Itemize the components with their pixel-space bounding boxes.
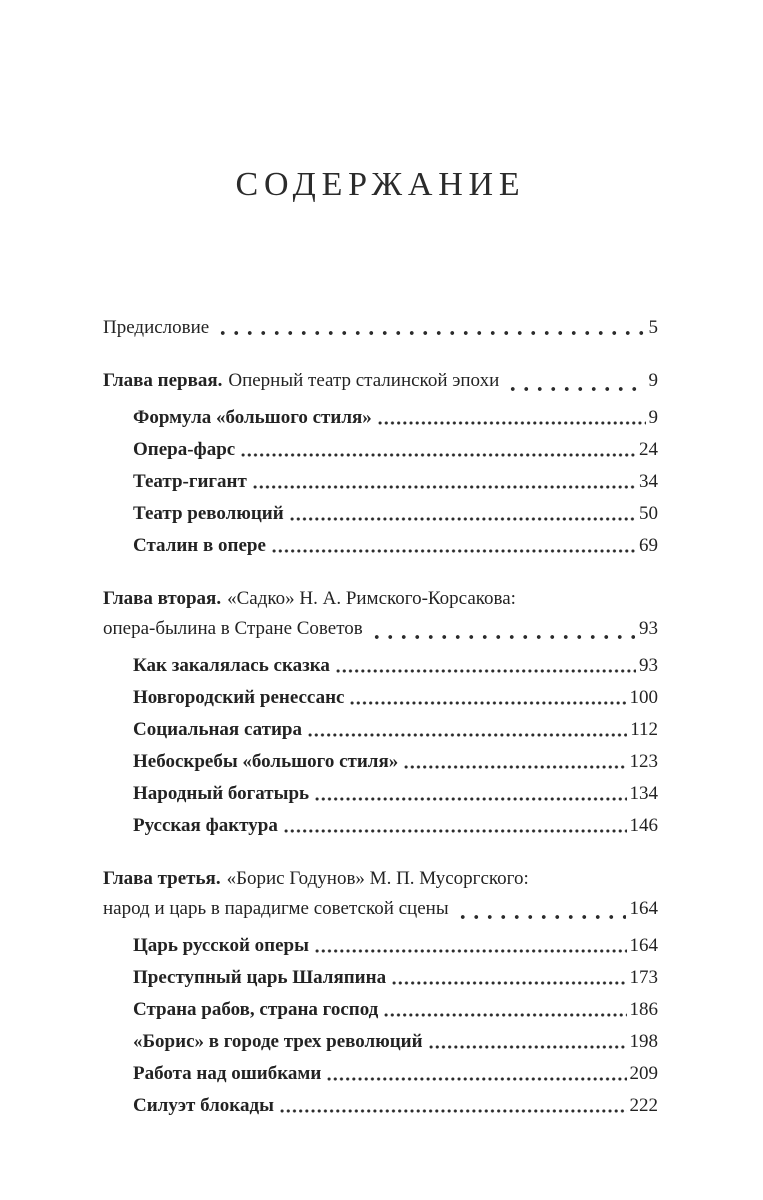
toc-entry-label: Народный богатырь xyxy=(133,783,310,804)
page-title: СОДЕРЖАНИЕ xyxy=(235,166,526,203)
toc-entry-page: 164 xyxy=(629,935,658,956)
dot-leader xyxy=(506,386,644,392)
toc-entry-page: 123 xyxy=(629,751,658,772)
chapter-subtitle: Оперный театр сталинской эпохи xyxy=(228,370,500,391)
chapter-name: Глава третья. xyxy=(103,868,221,889)
chapter-heading xyxy=(103,366,658,396)
toc-entry xyxy=(103,1062,658,1086)
dot-leader xyxy=(307,732,627,738)
toc-entry xyxy=(103,814,658,838)
toc-entry-label: «Борис» в городе трех революций xyxy=(133,1031,423,1052)
toc-entry-page: 9 xyxy=(648,407,658,428)
toc-entry-label: Предисловие xyxy=(103,317,210,338)
dot-leader xyxy=(403,764,626,770)
dot-leader xyxy=(391,980,626,986)
chapter-subtitle: «Садко» Н. А. Римского-Корсакова: xyxy=(227,588,516,609)
dot-leader xyxy=(314,948,627,954)
dot-leader xyxy=(377,420,646,426)
toc-entry-page: 69 xyxy=(639,535,658,556)
chapter-subtitle-2: опера-былина в Стране Советов xyxy=(103,618,363,639)
toc-entry-page: 100 xyxy=(629,687,658,708)
toc-entry xyxy=(103,438,658,462)
chapter-page: 93 xyxy=(639,618,658,639)
dot-leader xyxy=(240,452,636,458)
toc-entry-label: Театр революций xyxy=(133,503,284,524)
dot-leader xyxy=(326,1076,626,1082)
chapter-page: 164 xyxy=(629,898,658,919)
toc-entry-label: Новгородский ренессанс xyxy=(133,687,345,708)
toc-entry-label: Страна рабов, страна господ xyxy=(133,999,379,1020)
chapter-subtitle: «Борис Годунов» М. П. Мусоргского: xyxy=(226,868,529,889)
toc-entry xyxy=(103,998,658,1022)
toc-entry-label: Силуэт блокады xyxy=(133,1095,274,1116)
toc-entry-label: Небоскребы «большого стиля» xyxy=(133,751,399,772)
chapter-name: Глава вторая. xyxy=(103,588,222,609)
toc-entry xyxy=(103,686,658,710)
toc-entry-label: Театр-гигант xyxy=(133,471,247,492)
toc-chapter-1 xyxy=(103,366,658,558)
toc-entry-page: 50 xyxy=(639,503,658,524)
toc-entry-page: 112 xyxy=(630,719,658,740)
toc-entry xyxy=(103,502,658,526)
dot-leader xyxy=(456,914,626,920)
dot-leader xyxy=(283,828,627,834)
toc-entry xyxy=(103,406,658,430)
toc-entry-page: 209 xyxy=(629,1063,658,1084)
dot-leader xyxy=(216,330,644,336)
chapter-heading-line1 xyxy=(103,584,658,614)
chapter-heading-line2 xyxy=(103,614,658,644)
toc-entry-label: Работа над ошибками xyxy=(133,1063,322,1084)
toc-entry-label: Преступный царь Шаляпина xyxy=(133,967,387,988)
toc-entry-preface xyxy=(103,316,658,340)
toc-entry-page: 173 xyxy=(629,967,658,988)
toc-entry xyxy=(103,1094,658,1118)
dot-leader xyxy=(279,1108,627,1114)
toc-entry xyxy=(103,966,658,990)
toc-entry xyxy=(103,782,658,806)
chapter-sections xyxy=(103,654,658,838)
dot-leader xyxy=(271,548,636,554)
toc-entry-label: Русская фактура xyxy=(133,815,278,836)
table-of-contents xyxy=(103,316,658,1118)
dot-leader xyxy=(335,668,636,674)
chapter-heading-line2 xyxy=(103,894,658,924)
toc-entry xyxy=(103,934,658,958)
toc-entry xyxy=(103,718,658,742)
chapter-page: 9 xyxy=(648,370,658,391)
toc-entry-label: Опера-фарс xyxy=(133,439,236,460)
dot-leader xyxy=(289,516,636,522)
toc-entry-page: 186 xyxy=(629,999,658,1020)
toc-entry-page: 134 xyxy=(629,783,658,804)
dot-leader xyxy=(383,1012,626,1018)
toc-entry xyxy=(103,654,658,678)
chapter-sections xyxy=(103,406,658,558)
toc-entry-label: Царь русской оперы xyxy=(133,935,309,956)
toc-entry-label: Как закалялась сказка xyxy=(133,655,330,676)
dot-leader xyxy=(349,700,626,706)
toc-entry-page: 24 xyxy=(639,439,658,460)
toc-entry xyxy=(103,1030,658,1054)
toc-chapter-2 xyxy=(103,584,658,838)
dot-leader xyxy=(370,634,635,640)
dot-leader xyxy=(314,796,626,802)
toc-entry-page: 198 xyxy=(629,1031,658,1052)
toc-entry-page: 34 xyxy=(639,471,658,492)
toc-chapter-3 xyxy=(103,864,658,1118)
dot-leader xyxy=(252,484,636,490)
chapter-subtitle-2: народ и царь в парадигме советской сцены xyxy=(103,898,449,919)
chapter-name: Глава первая. xyxy=(103,370,223,391)
toc-entry-label: Социальная сатира xyxy=(133,719,302,740)
toc-entry-page: 5 xyxy=(648,317,658,338)
toc-entry-page: 222 xyxy=(629,1095,658,1116)
toc-entry xyxy=(103,534,658,558)
toc-entry-label: Формула «большого стиля» xyxy=(133,407,372,428)
chapter-sections xyxy=(103,934,658,1118)
toc-entry xyxy=(103,470,658,494)
toc-entry-label: Сталин в опере xyxy=(133,535,266,556)
toc-entry-page: 93 xyxy=(639,655,658,676)
toc-entry-page: 146 xyxy=(629,815,658,836)
toc-entry xyxy=(103,750,658,774)
chapter-heading-line1 xyxy=(103,864,658,894)
dot-leader xyxy=(428,1044,627,1050)
